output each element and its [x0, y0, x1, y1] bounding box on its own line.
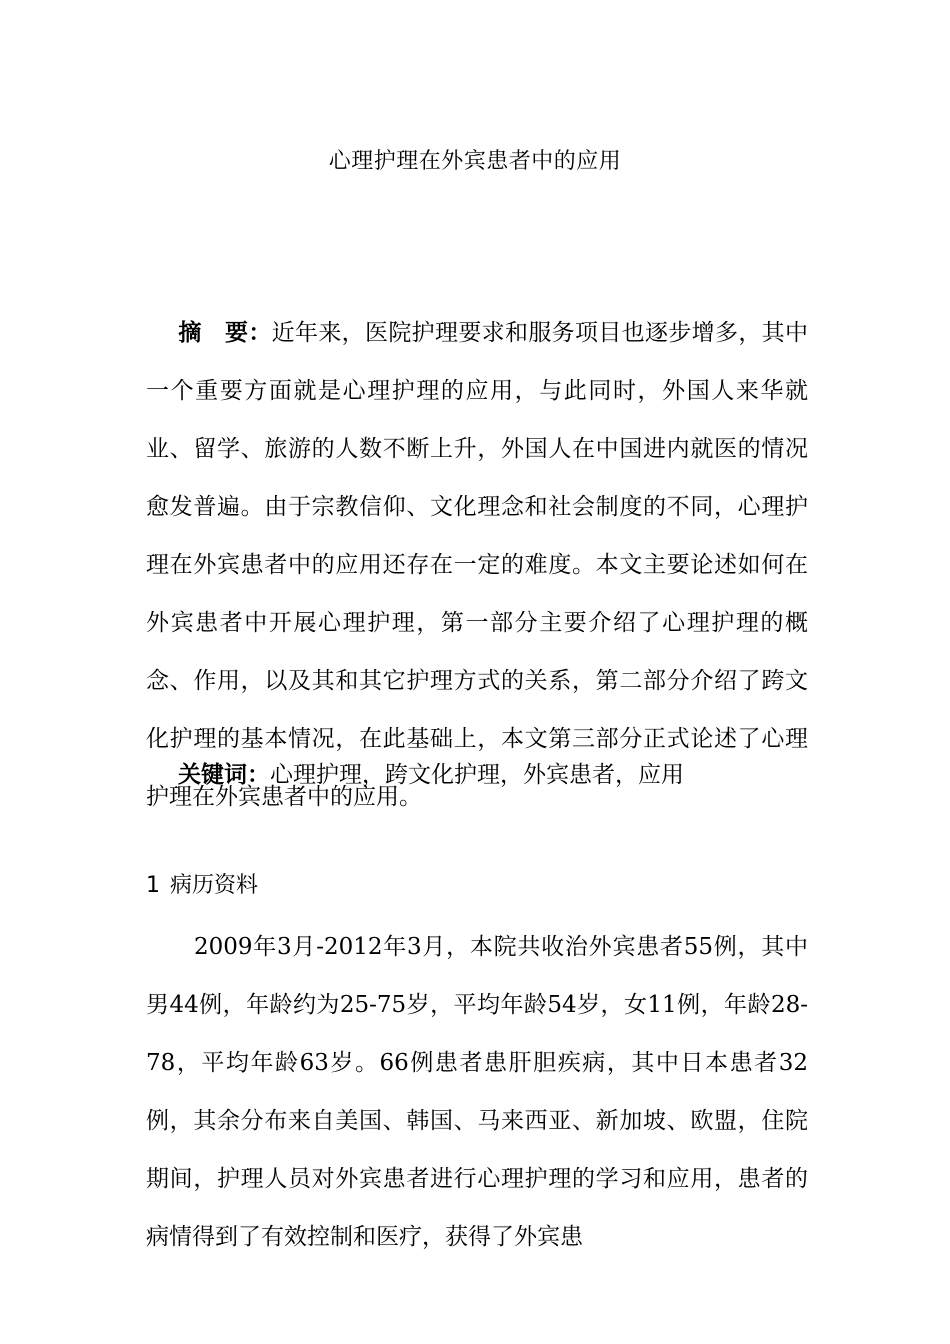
section-number: 1: [146, 873, 160, 898]
abstract-label: 摘 要：: [178, 320, 272, 346]
keywords-label: 关键词：: [178, 762, 270, 788]
section-title: 病历资料: [170, 873, 259, 898]
document-title: 心理护理在外宾患者中的应用: [328, 149, 622, 174]
keywords-text: 心理护理，跨文化护理，外宾患者，应用: [270, 762, 684, 788]
section-heading: [146, 866, 258, 906]
case-text: 2009年3月-2012年3月，本院共收治外宾患者55例，其中男44例，年龄约为25-75岁，平均年龄54岁，女11例，年龄28-78，平均年龄63岁。66例患者患肝胆疾病，其中日本患者32例，其余分布来自美国、韩国、马来西亚、新加坡、欧盟，住院期间，护理人员对外宾患者进行心理护理的学习和应用，患者的病情得到了有效控制和医疗，获得了外宾患: [146, 934, 808, 1250]
case-paragraph: [146, 918, 808, 1266]
keywords-paragraph: [146, 746, 808, 804]
abstract-text: 近年来，医院护理要求和服务项目也逐步增多，其中一个重要方面就是心理护理的应用，与此同时，外国人来华就业、留学、旅游的人数不断上升，外国人在中国进内就医的情况愈发普遍。由于宗教信仰、文化理念和社会制度的不同，心理护理在外宾患者中的应用还存在一定的难度。本文主要论述如何在外宾患者中开展心理护理，第一部分主要介绍了心理护理的概念、作用，以及其和其它护理方式的关系，第二部分介绍了跨文化护理的基本情况，在此基础上，本文第三部分正式论述了心理护理在外宾患者中的应用。: [146, 320, 809, 810]
